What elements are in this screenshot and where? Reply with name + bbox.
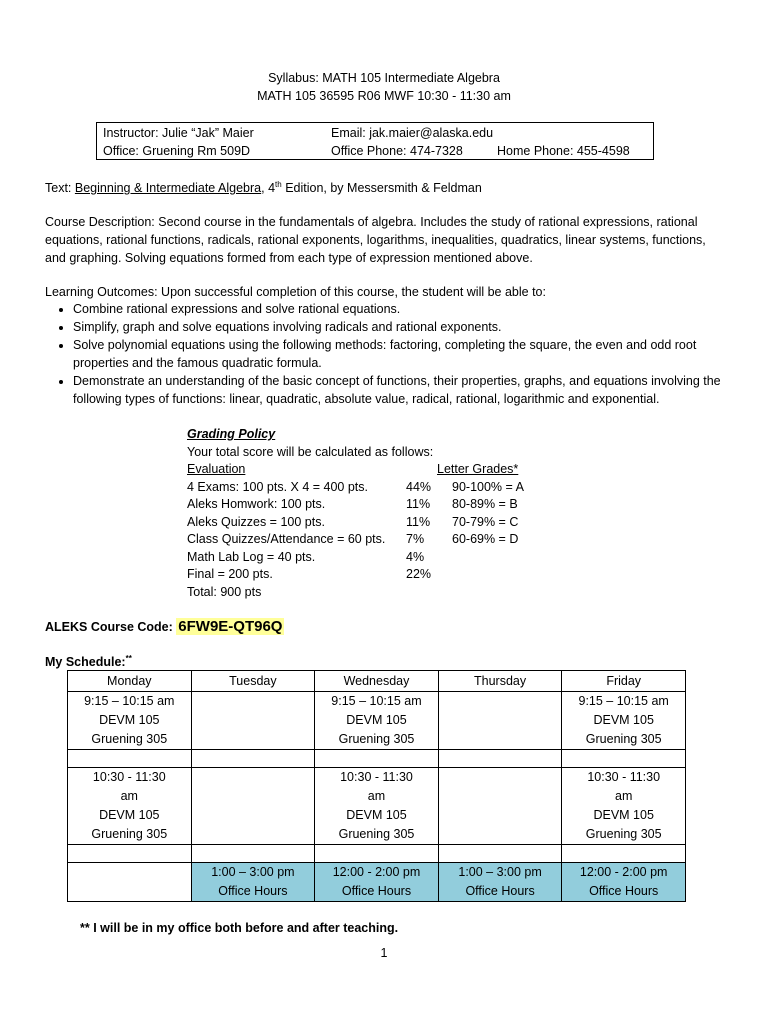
grading-item: 4 Exams: 100 pts. X 4 = 400 pts.: [187, 479, 369, 494]
office-hours-label: Office Hours: [465, 884, 535, 898]
grading-row: [187, 548, 547, 566]
class-cell-friday: [562, 768, 686, 845]
class-time-suffix: am: [120, 789, 138, 803]
aleks-course-code: 6FW9E-QT96Q: [178, 618, 283, 635]
class-time: 9:15 – 10:15 am: [331, 694, 422, 708]
schedule-label-line: [45, 653, 132, 671]
office-hours-time: 1:00 – 3:00 pm: [458, 865, 542, 879]
schedule-footnote: ** I will be in my office both before and after teaching.: [80, 921, 399, 935]
grading-item: Class Quizzes/Attendance = 60 pts.: [187, 532, 386, 546]
day-header-wednesday: Wednesday: [315, 671, 439, 692]
grading-item: Aleks Quizzes = 100 pts.: [187, 514, 325, 529]
class-cell-wednesday: [315, 768, 439, 845]
empty-cell: [191, 692, 315, 750]
day-header-monday: Monday: [68, 671, 192, 692]
grading-percent: 4%: [406, 549, 425, 564]
evaluation-header: Evaluation: [187, 462, 246, 476]
class-cell-monday: [68, 692, 192, 750]
schedule-table: [67, 670, 686, 902]
class-room: Gruening 305: [338, 732, 415, 746]
grading-row: [187, 495, 547, 513]
grading-intro: Your total score will be calculated as follows:: [187, 444, 434, 459]
office-hours-label: Office Hours: [589, 884, 659, 898]
letter-grades-header: Letter Grades*: [437, 462, 519, 476]
grading-percent: 11%: [406, 497, 431, 511]
table-row: [68, 750, 686, 768]
grading-row: [187, 478, 547, 496]
grading-letter: 60-69% = D: [452, 532, 519, 546]
home-phone: Home Phone: 455-4598: [497, 144, 630, 158]
class-room: Gruening 305: [585, 732, 662, 746]
grading-row: [187, 565, 547, 583]
class-course: DEVM 105: [346, 808, 407, 822]
grading-item: Aleks Homwork: 100 pts.: [187, 497, 326, 511]
page-title: Syllabus: MATH 105 Intermediate Algebra: [268, 71, 500, 85]
learning-outcomes-heading: [45, 283, 725, 301]
office-hours-time: 12:00 - 2:00 pm: [332, 865, 421, 879]
office-phone: Office Phone: 474-7328: [331, 144, 463, 158]
textbook-line: [45, 179, 725, 197]
class-time-suffix: am: [367, 789, 386, 803]
instructor-email[interactable]: Email: jak.maier@alaska.edu: [331, 126, 494, 140]
empty-cell: [438, 768, 562, 845]
class-time: 9:15 – 10:15 am: [578, 694, 669, 708]
course-section: MATH 105 36595 R06 MWF 10:30 - 11:30 am: [257, 89, 511, 103]
learning-outcomes-intro: Upon successful completion of this course, the student will be able to:: [161, 285, 546, 299]
grading-policy: [187, 425, 547, 600]
grading-percent: 11%: [406, 514, 431, 529]
grading-row: [187, 513, 547, 531]
class-course: DEVM 105: [346, 713, 407, 727]
instructor-office: Office: Gruening Rm 509D: [103, 144, 251, 158]
list-item: • Simplify, graph and solve equations involving radicals and rational exponents.: [73, 318, 753, 336]
office-hours-friday: [562, 863, 686, 902]
class-time: 9:15 – 10:15 am: [84, 694, 175, 708]
office-hours-label: Office Hours: [341, 884, 412, 898]
class-time: 10:30 - 11:30: [587, 770, 661, 784]
office-hours-wednesday: [315, 863, 439, 902]
class-course: DEVM 105: [99, 808, 160, 822]
grading-item: Math Lab Log = 40 pts.: [187, 549, 316, 564]
office-hours-thursday: [438, 863, 562, 902]
list-item: • Solve polynomial equations using the following methods: factoring, completing the square, the even and odd root properties and the famous quadratic formula.: [73, 336, 753, 372]
class-time: 10:30 - 11:30: [92, 770, 166, 784]
instructor-info-box: [96, 122, 654, 160]
textbook-label: Text:: [45, 181, 72, 195]
grading-percent: 7%: [406, 532, 425, 546]
textbook-edition: , 4: [261, 181, 276, 195]
aleks-code-line: [45, 618, 284, 636]
day-header-tuesday: Tuesday: [191, 671, 315, 692]
empty-cell: [191, 768, 315, 845]
grading-percent: 22%: [406, 567, 432, 581]
empty-cell: [68, 863, 192, 902]
table-row: [68, 692, 686, 750]
course-description: [45, 213, 725, 267]
grading-total: Total: 900 pts: [187, 584, 262, 599]
office-hours-tuesday: [191, 863, 315, 902]
grading-row: [187, 583, 547, 601]
grading-title: Grading Policy: [187, 427, 276, 441]
grading-letter: 90-100% = A: [452, 479, 524, 494]
table-row: [68, 863, 686, 902]
office-hours-time: 1:00 – 3:00 pm: [211, 865, 295, 879]
aleks-code-label: ALEKS Course Code:: [45, 620, 173, 634]
learning-outcomes-label: Learning Outcomes:: [45, 285, 158, 299]
grading-letter: 80-89% = B: [452, 497, 518, 511]
schedule-label-sup: **: [125, 653, 132, 663]
title-block: [0, 69, 768, 105]
instructor-name: Instructor: Julie “Jak” Maier: [103, 126, 254, 140]
office-hours-time: 12:00 - 2:00 pm: [579, 865, 668, 879]
class-room: Gruening 305: [91, 732, 168, 746]
class-cell-friday: [562, 692, 686, 750]
course-description-body: Second course in the fundamentals of algebra. Includes the study of rational expressions, rational equations, rational functions, radicals, rational exponents, logarithms, inequalities, quadratics, linear systems, functions, and graphing. Solving equations formed from each type of expression mentioned above.: [45, 215, 706, 265]
textbook-title: Beginning & Intermediate Algebra: [74, 181, 262, 195]
grading-item: Final = 200 pts.: [187, 567, 273, 581]
class-room: Gruening 305: [91, 827, 168, 841]
class-cell-monday: [68, 768, 192, 845]
grading-letter: 70-79% = C: [452, 514, 519, 529]
office-hours-label: Office Hours: [218, 884, 288, 898]
class-time-suffix: am: [615, 789, 633, 803]
class-cell-wednesday: [315, 692, 439, 750]
list-item: • Combine rational expressions and solve rational equations.: [73, 300, 753, 318]
empty-cell: [438, 692, 562, 750]
class-course: DEVM 105: [593, 713, 654, 727]
class-room: Gruening 305: [338, 827, 415, 841]
day-header-friday: Friday: [562, 671, 686, 692]
table-row: [68, 845, 686, 863]
grading-percent: 44%: [406, 479, 432, 494]
class-course: DEVM 105: [593, 808, 654, 822]
learning-outcomes-list: [45, 300, 753, 408]
schedule-label: My Schedule:: [45, 655, 126, 669]
day-header-thursday: Thursday: [438, 671, 562, 692]
class-room: Gruening 305: [585, 827, 662, 841]
grading-row: [187, 530, 547, 548]
class-time: 10:30 - 11:30: [340, 770, 413, 784]
textbook-edition-sup: th: [275, 179, 282, 189]
textbook-authors: Edition, by Messersmith & Feldman: [281, 181, 482, 195]
page-number: 1: [380, 946, 388, 960]
table-row: [68, 768, 686, 845]
list-item: • Demonstrate an understanding of the basic concept of functions, their properties, graphs, and equations involving the following types of functions: linear, quadratic, absolute value, radical, rational, logarithmic and exponential.: [73, 372, 753, 408]
class-course: DEVM 105: [99, 713, 160, 727]
course-description-label: Course Description:: [45, 215, 155, 229]
